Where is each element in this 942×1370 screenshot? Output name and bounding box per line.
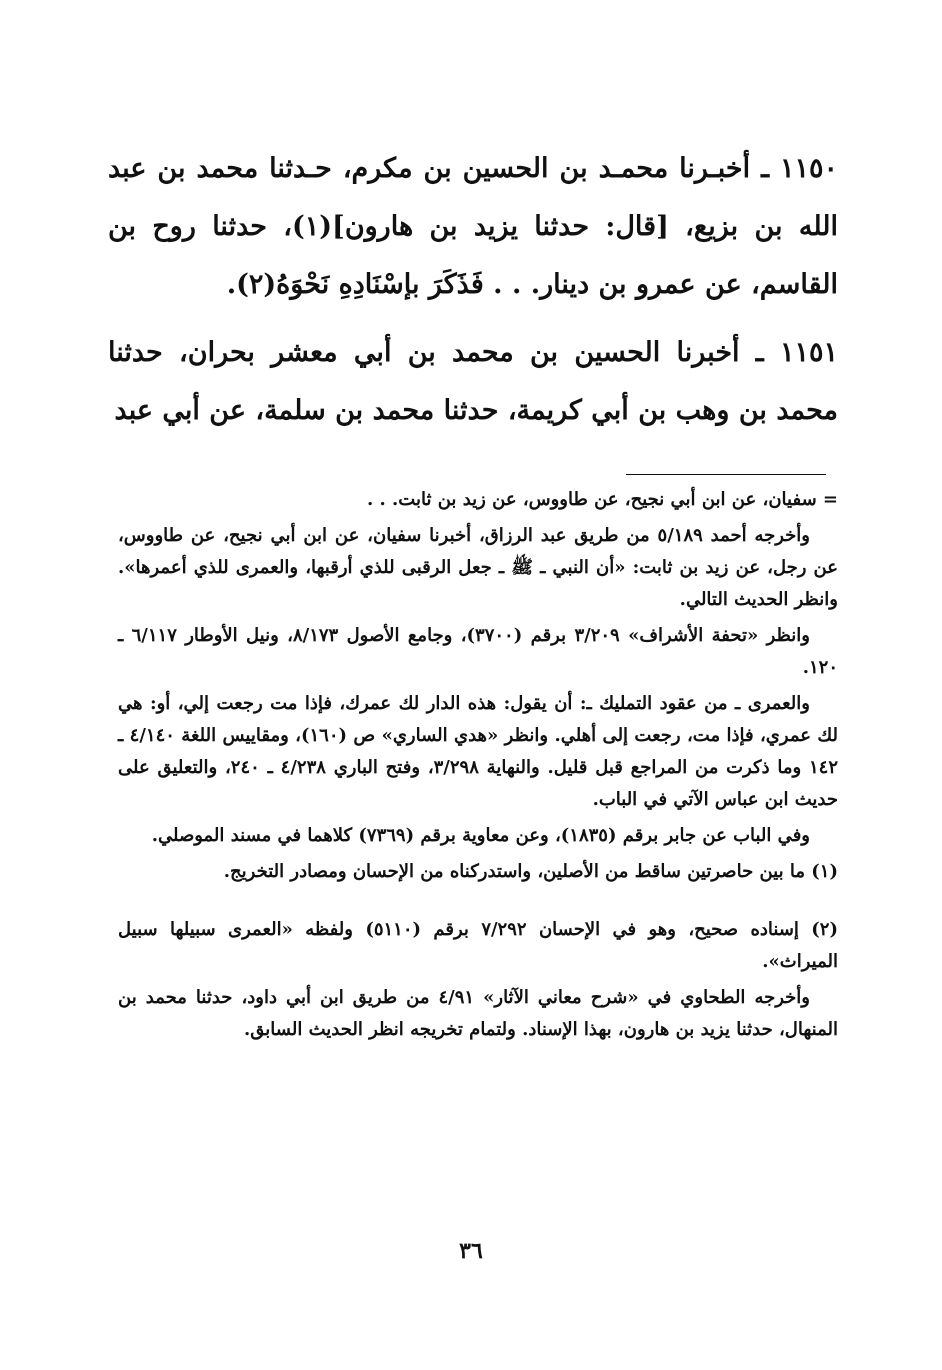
hadith-1151: ١١٥١ ـ أخبرنا الحسين بن محمد بن أبي معشر بحران، حدثنا محمد بن وهب بن أبي كريمة، حدثنا محمد بن سلمة، عن أبي عبد bbox=[108, 337, 838, 426]
footnote-2: (٢) إسناده صحيح، وهو في الإحسان ٧/٢٩٢ برقم (٥١١٠) ولفظه «العمرى سبيلها سبيل الميراث». bbox=[118, 919, 838, 972]
footnote-separator bbox=[626, 474, 826, 475]
footnote-1: (١) ما بين حاصرتين ساقط من الأصلين، واستدركناه من الإحسان ومصادر التخريج. bbox=[223, 861, 838, 882]
footnote-ahmad: وأخرجه أحمد ٥/١٨٩ من طريق عبد الرزاق، أخبرنا سفيان، عن ابن أبي نجيح، عن طاووس، عن رجل، عن زيد بن ثابت: «أن النبي ـ ﷺ ـ جعل الرقبى للذي أرقبها، والعمرى للذي أعمرها». وانظر الحديث التالي. bbox=[118, 525, 839, 610]
footnote-continuation: = سفيان، عن ابن أبي نجيح، عن طاووس، عن زيد بن ثابت. . . bbox=[366, 489, 838, 510]
hadith-1150: ١١٥٠ ـ أخبـرنا محمـد بن الحسين بن مكرم، حـدثنا محمد بن عبد الله بن بزيع، [قال: حدثنا يزيد بن هارون](١)، حدثنا روح بن القاسم، عن عمرو بن دينار. . . فَذَكَرَ بإسْنَادِهِ نَحْوَهُ(٢). bbox=[108, 153, 838, 300]
footnote-umra-definition: والعمرى ـ من عقود التمليك ـ: أن يقول: هذه الدار لك عمرك، فإذا مت رجعت إلي، أو: هي لك عمري، فإذا مت، رجعت إلى أهلي. وانظر «هدي الساري» ص (١٦٠)، ومقاييس اللغة ٤/١٤٠ ـ ١٤٢ وما ذكرت من المراجع قبل قليل. والنهاية ٣/٢٩٨، وفتح الباري ٤/٢٣٨ ـ ٢٤٠، والتعليق على حديث ابن عباس الآتي في الباب. bbox=[118, 693, 839, 810]
footnote-references: وانظر «تحفة الأشراف» ٣/٢٠٩ برقم (٣٧٠٠)، وجامع الأصول ٨/١٧٣، ونيل الأوطار ٦/١١٧ ـ ١٢٠. bbox=[118, 625, 838, 678]
footnote-2-tahawi: وأخرجه الطحاوي في «شرح معاني الآثار» ٤/٩١ من طريق ابن أبي داود، حدثنا محمد بن المنهال، حدثنا يزيد بن هارون، بهذا الإسناد. ولتمام تخريجه انظر الحديث السابق. bbox=[118, 987, 838, 1040]
footnotes bbox=[118, 484, 838, 1050]
footnote-chapter: وفي الباب عن جابر برقم (١٨٣٥)، وعن معاوية برقم (٧٣٦٩) كلاهما في مسند الموصلي. bbox=[151, 825, 810, 846]
main-text bbox=[108, 140, 838, 450]
page-number: ٣٦ bbox=[459, 1238, 483, 1264]
footnote-gap bbox=[118, 892, 838, 914]
